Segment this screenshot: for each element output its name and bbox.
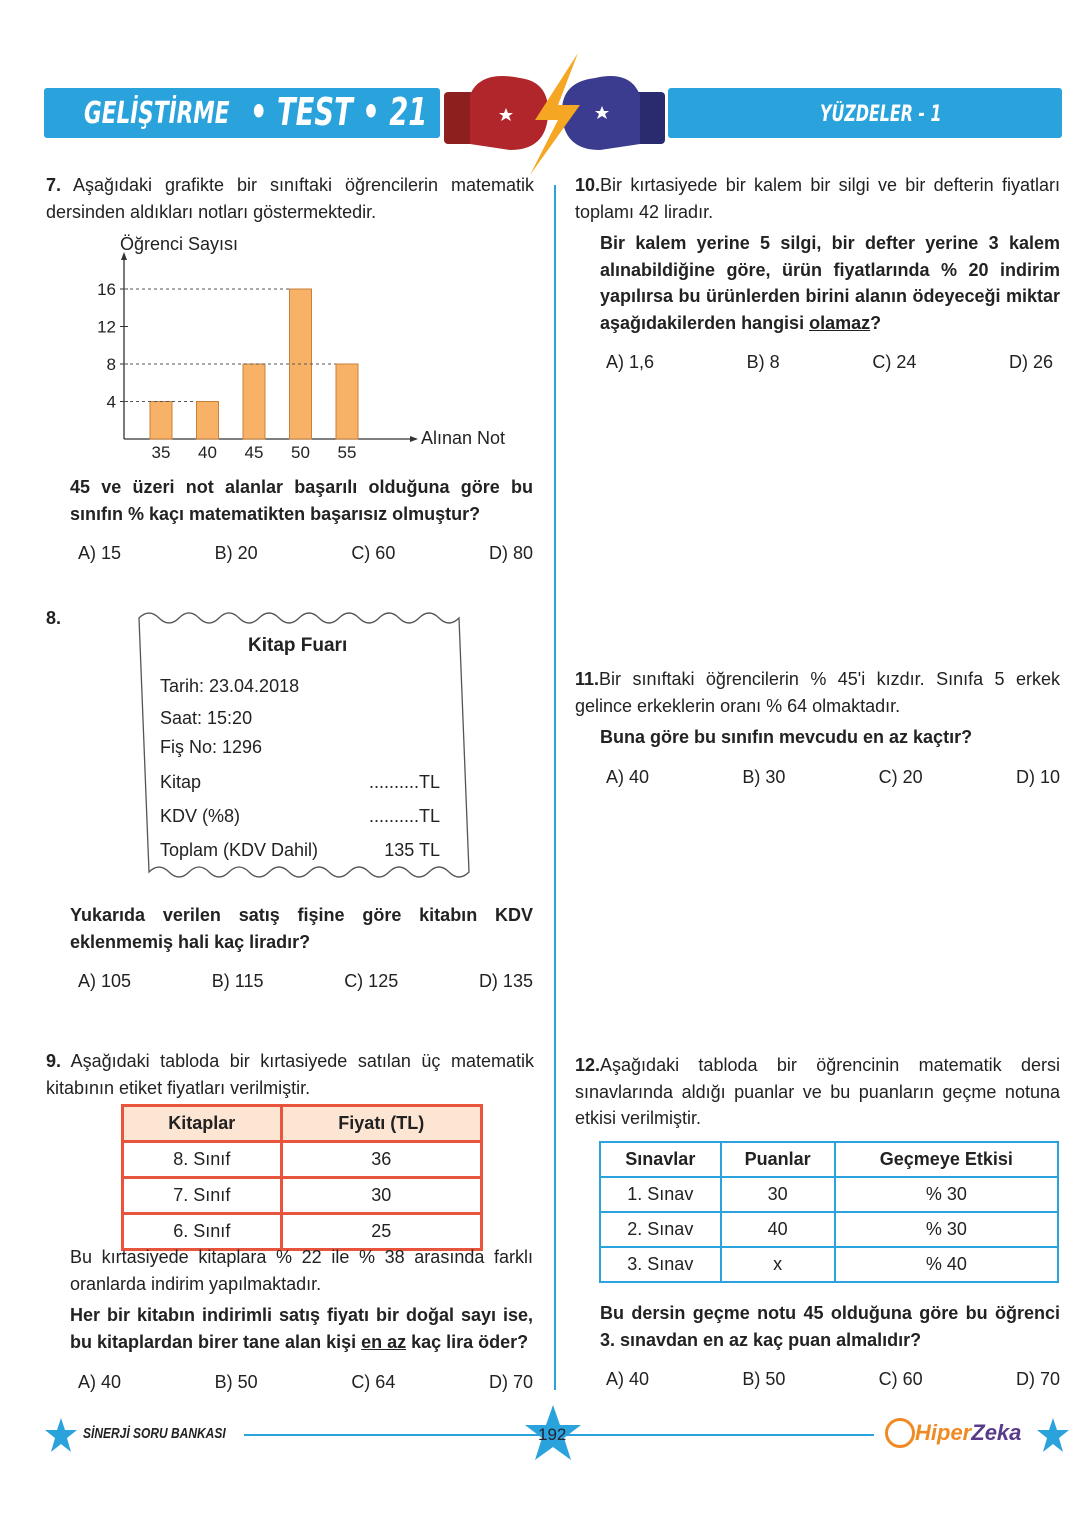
question-7-options xyxy=(78,543,533,564)
cell: 8. Sınıf xyxy=(123,1142,282,1178)
cell: 2. Sınav xyxy=(600,1212,721,1247)
receipt-time: Saat: 15:20 xyxy=(160,708,253,728)
x-tick-label: 55 xyxy=(337,443,357,462)
header-test-number: • TEST • 21 xyxy=(250,90,428,134)
cell: 25 xyxy=(281,1214,481,1250)
cell: 7. Sınıf xyxy=(123,1178,282,1214)
cell: 40 xyxy=(721,1212,835,1247)
option-d[interactable]: D) 135 xyxy=(478,971,533,991)
cell: 6. Sınıf xyxy=(123,1214,282,1250)
header-cell: Sınavlar xyxy=(600,1142,721,1177)
row-value: ..........TL xyxy=(368,806,440,826)
receipt-number: Fiş No: 1296 xyxy=(160,737,263,757)
bar-chart xyxy=(60,230,530,470)
option-d[interactable]: D) 80 xyxy=(488,543,533,563)
row-label: KDV (%8) xyxy=(160,806,241,826)
brand-logo: HiperZeka xyxy=(915,1420,1022,1445)
y-axis-label: Öğrenci Sayısı xyxy=(120,234,239,254)
question-12-prompt: Bu dersin geçme notu 45 olduğuna göre bu öğrenci 3. sınavdan en az kaç puan almalıdır? xyxy=(600,1303,1060,1350)
header-topic: YÜZDELER - 1 xyxy=(820,102,942,127)
header-cell: Kitaplar xyxy=(123,1106,282,1142)
header-cell: Geçmeye Etkisi xyxy=(835,1142,1058,1177)
bar-35 xyxy=(150,402,172,440)
header-cell: Fiyatı (TL) xyxy=(281,1106,481,1142)
cell: 30 xyxy=(281,1178,481,1214)
y-tick-label: 12 xyxy=(97,317,116,337)
bar-40 xyxy=(197,402,219,440)
option-a[interactable]: A) 40 xyxy=(78,1372,122,1392)
option-a[interactable]: A) 15 xyxy=(78,543,122,563)
bar-55 xyxy=(336,364,358,439)
option-a[interactable]: A) 40 xyxy=(606,1369,650,1389)
question-7-prompt: 45 ve üzeri not alanlar başarılı olduğuna göre bu sınıfın % kaçı matematikten başarısız olmuştur? xyxy=(70,477,533,524)
price-table xyxy=(121,1104,483,1251)
boxing-gloves-icon xyxy=(430,50,680,175)
receipt-row xyxy=(160,806,440,827)
option-b[interactable]: B) 30 xyxy=(742,767,786,787)
option-a[interactable]: A) 40 xyxy=(606,767,650,787)
cell: x xyxy=(721,1247,835,1282)
option-c[interactable]: C) 24 xyxy=(872,352,917,372)
cell: 1. Sınav xyxy=(600,1177,721,1212)
page-number: 192 xyxy=(538,1425,567,1444)
receipt-date: Tarih: 23.04.2018 xyxy=(160,676,300,696)
question-7-intro: 7. Aşağıdaki grafikte bir sınıftaki öğrencilerin matematik dersinden aldıkları notları göstermektedir. xyxy=(46,175,534,222)
cell: 36 xyxy=(281,1142,481,1178)
option-c[interactable]: C) 125 xyxy=(344,971,399,991)
star-icon xyxy=(1036,1416,1070,1456)
question-10-prompt: Bir kalem yerine 5 silgi, bir defter yerine 3 kalem alınabildiğine göre, ürün fiyatlarında % 20 indirim yapılırsa bu ürünlerden birini alanın ödeyeceği miktar aşağıdakilerden hangisi olamaz? xyxy=(600,233,1060,333)
question-9-info: Bu kırtasiyede kitaplara % 22 ile % 38 arasında farklı oranlarda indirim yapılmaktadır. xyxy=(70,1247,533,1294)
question-10-options xyxy=(606,352,1053,373)
option-b[interactable]: B) 20 xyxy=(214,543,258,563)
option-a[interactable]: A) 1,6 xyxy=(606,352,655,372)
bar-45 xyxy=(243,364,265,439)
y-tick-label: 16 xyxy=(97,280,116,299)
exam-table xyxy=(599,1141,1059,1283)
cell: 30 xyxy=(721,1177,835,1212)
receipt-row xyxy=(160,772,440,793)
row-label: Toplam (KDV Dahil) xyxy=(160,840,319,860)
cell: 3. Sınav xyxy=(600,1247,721,1282)
cell: % 40 xyxy=(835,1247,1058,1282)
option-d[interactable]: D) 26 xyxy=(1008,352,1053,372)
x-axis-label: Alınan Not xyxy=(421,428,506,448)
option-c[interactable]: C) 60 xyxy=(878,1369,923,1389)
row-label: Kitap xyxy=(160,772,202,792)
question-9-prompt: Her bir kitabın indirimli satış fiyatı bir doğal sayı ise, bu kitaplardan birer tane alan kişi en az kaç lira öder? xyxy=(70,1305,533,1352)
row-value: 135 TL xyxy=(384,840,440,860)
question-8-options xyxy=(78,971,533,992)
question-8-number: 8. xyxy=(46,608,62,628)
option-b[interactable]: B) 115 xyxy=(211,971,264,991)
question-11-options xyxy=(606,767,1060,788)
question-11-intro: 11.Bir sınıftaki öğrencilerin % 45'i kızdır. Sınıfa 5 erkek gelince erkeklerin oranı % 64 olmaktadır. xyxy=(575,669,1060,716)
option-b[interactable]: B) 50 xyxy=(214,1372,258,1392)
option-d[interactable]: D) 70 xyxy=(488,1372,533,1392)
brand-logo-icon xyxy=(885,1418,915,1448)
receipt-row xyxy=(160,840,440,861)
cell: % 30 xyxy=(835,1212,1058,1247)
cell: % 30 xyxy=(835,1177,1058,1212)
option-c[interactable]: C) 60 xyxy=(351,543,396,563)
x-tick-label: 50 xyxy=(291,443,310,462)
row-value: ..........TL xyxy=(368,772,440,792)
x-tick-label: 45 xyxy=(244,443,264,462)
x-axis-arrow-icon xyxy=(410,436,418,442)
y-tick-label: 8 xyxy=(106,355,116,374)
receipt-title: Kitap Fuarı xyxy=(248,635,348,656)
question-9-intro: 9. Aşağıdaki tabloda bir kırtasiyede satılan üç matematik kitabının etiket fiyatları verilmiştir. xyxy=(46,1051,534,1098)
y-tick-label: 4 xyxy=(106,392,116,412)
option-c[interactable]: C) 64 xyxy=(351,1372,396,1392)
footer-series: SİNERJİ SORU BANKASI xyxy=(83,1425,226,1442)
option-a[interactable]: A) 105 xyxy=(78,971,132,991)
header-section: GELİŞTİRME xyxy=(84,96,230,131)
option-b[interactable]: B) 8 xyxy=(746,352,780,372)
question-11-prompt: Buna göre bu sınıfın mevcudu en az kaçtır? xyxy=(600,727,973,747)
question-9-options xyxy=(78,1372,533,1393)
option-d[interactable]: D) 70 xyxy=(1015,1369,1060,1389)
option-b[interactable]: B) 50 xyxy=(742,1369,786,1389)
header-cell: Puanlar xyxy=(721,1142,835,1177)
question-8-prompt: Yukarıda verilen satış fişine göre kitabın KDV eklenmemiş hali kaç liradır? xyxy=(70,905,533,952)
star-icon xyxy=(44,1416,78,1456)
x-tick-label: 40 xyxy=(198,443,217,462)
question-12-intro: 12.Aşağıdaki tabloda bir öğrencinin matematik dersi sınavlarında aldığı puanlar ve bu puanların geçme notuna etkisi verilmiştir. xyxy=(575,1055,1060,1128)
column-divider xyxy=(554,185,556,1390)
question-10-intro: 10.Bir kırtasiyede bir kalem bir silgi ve bir defterin fiyatları toplamı 42 liradır. xyxy=(575,175,1060,222)
x-tick-label: 35 xyxy=(151,443,171,462)
option-c[interactable]: C) 20 xyxy=(878,767,923,787)
option-d[interactable]: D) 10 xyxy=(1015,767,1060,787)
question-12-options xyxy=(606,1369,1060,1390)
